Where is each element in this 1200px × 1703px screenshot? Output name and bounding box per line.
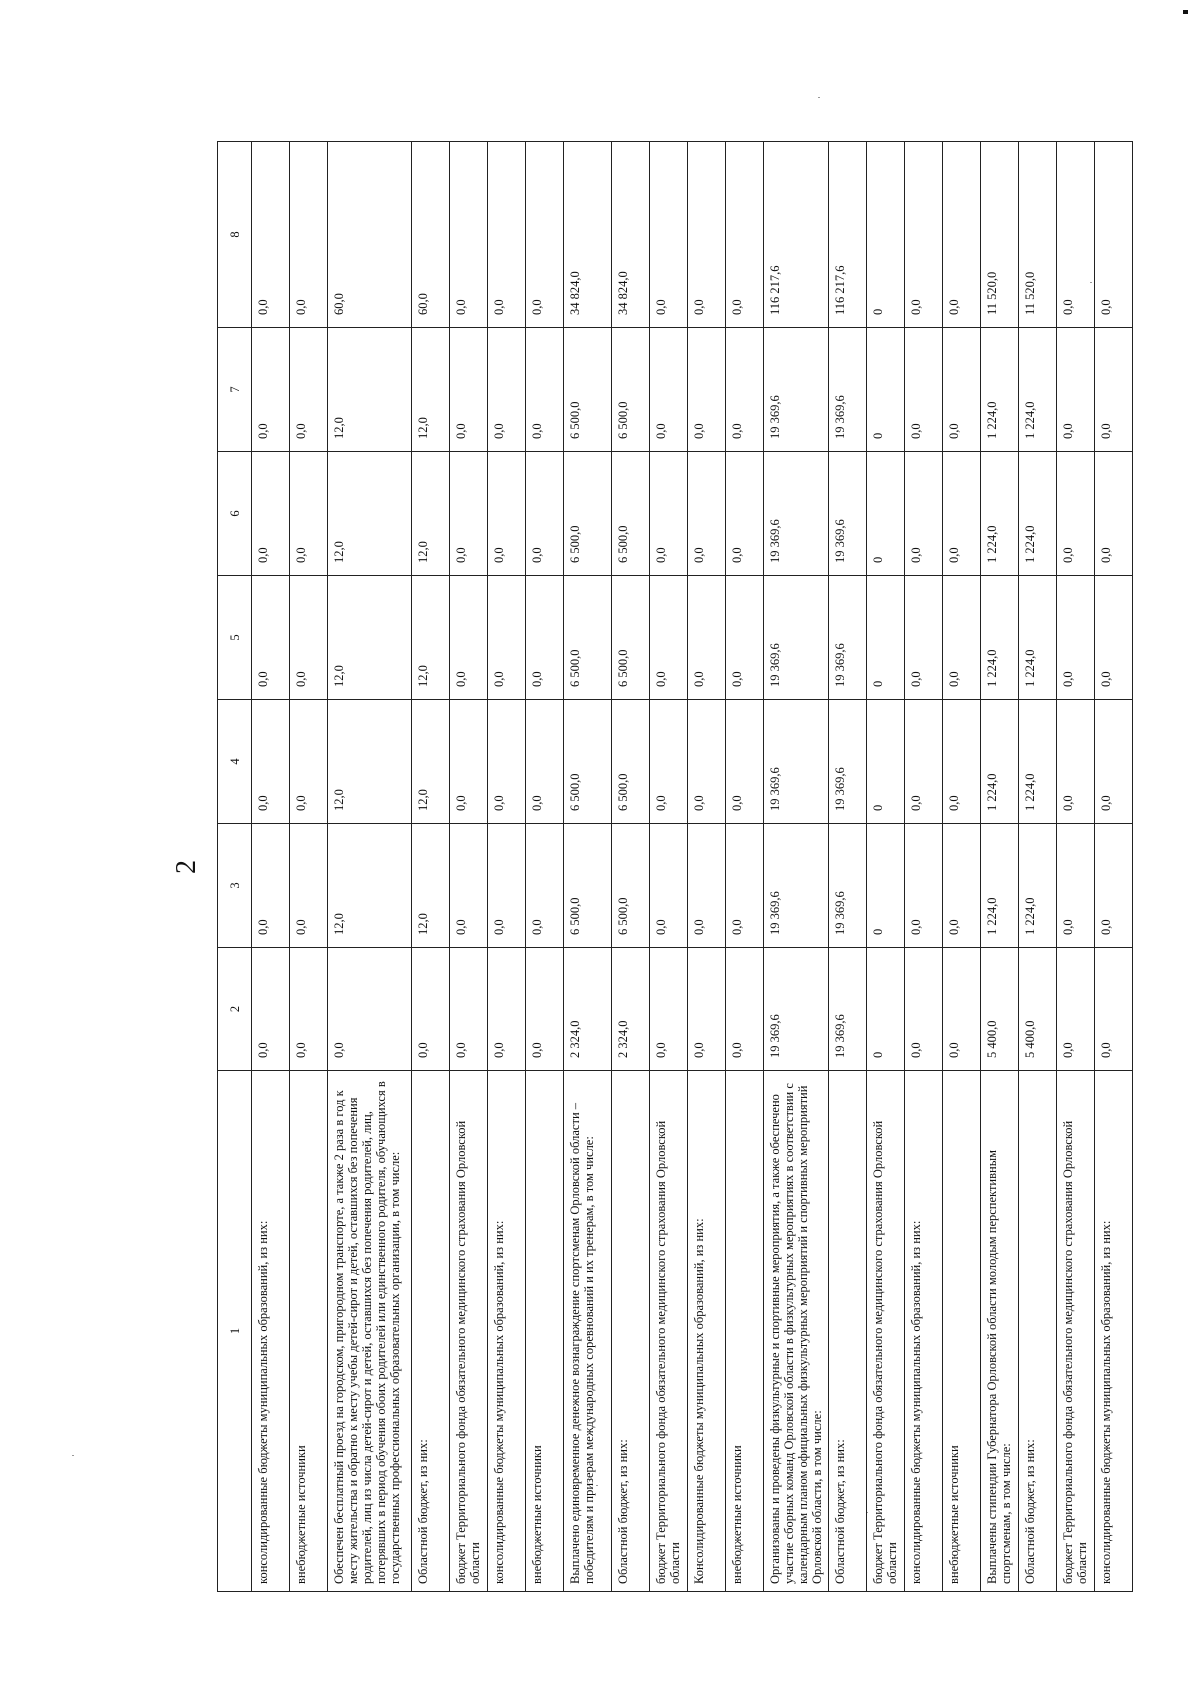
value-cell-col-3: 0,0 (526, 824, 564, 948)
row-label: внебюджетные источники (726, 1071, 764, 1592)
value-cell-col-2: 0,0 (688, 948, 726, 1071)
value-cell-col-5: 12,0 (412, 576, 450, 700)
value-cell-col-7: 0,0 (688, 328, 726, 452)
table-row (829, 142, 867, 1592)
value-cell-col-8: 60,0 (328, 142, 412, 328)
value-cell-col-5: 12,0 (328, 576, 412, 700)
value-cell-col-3: 12,0 (328, 824, 412, 948)
value-cell-col-5: 19 369,6 (829, 576, 867, 700)
value-cell-col-3: 1 224,0 (1019, 824, 1057, 948)
value-cell-col-6: 0,0 (488, 452, 526, 576)
rotated-landscape-page (162, 142, 1113, 1592)
value-cell-col-8: 0,0 (488, 142, 526, 328)
value-cell-col-5: 19 369,6 (764, 576, 829, 700)
row-label: бюджет Территориального фонда обязательного медицинского страхования Орловской области (450, 1071, 488, 1592)
value-cell-col-2: 0,0 (450, 948, 488, 1071)
value-cell-col-4: 1 224,0 (981, 700, 1019, 824)
value-cell-col-4: 0,0 (943, 700, 981, 824)
value-cell-col-8: 60,0 (412, 142, 450, 328)
row-label: Обеспечен бесплатный проезд на городском, пригородном транспорте, а также 2 раза в год к месту жительства и обратно к месту учебы детей-сирот и детей, оставшихся без попечения родителей, лиц из числа детей-сирот и детей, оставшихся без попечения родителей, лиц, потерявших в период обучения обоих родителей или единственного родителя, обучающихся в государственных профессиональных образовательных организации, в том числе: (328, 1071, 412, 1592)
value-cell-col-5: 0,0 (1057, 576, 1095, 700)
value-cell-col-3: 19 369,6 (764, 824, 829, 948)
row-label: Областной бюджет, из них: (1019, 1071, 1057, 1592)
value-cell-col-2: 0,0 (726, 948, 764, 1071)
value-cell-col-7: 0,0 (526, 328, 564, 452)
value-cell-col-6: 0,0 (526, 452, 564, 576)
value-cell-col-4: 0,0 (488, 700, 526, 824)
value-cell-col-8: 11 520,0 (981, 142, 1019, 328)
value-cell-col-2: 0,0 (943, 948, 981, 1071)
row-label: консолидированные бюджеты муниципальных образований, из них: (905, 1071, 943, 1592)
value-cell-col-8: 0,0 (1057, 142, 1095, 328)
value-cell-col-7: 0,0 (943, 328, 981, 452)
value-cell-col-7: 19 369,6 (829, 328, 867, 452)
value-cell-col-3: 1 224,0 (981, 824, 1019, 948)
value-cell-col-4: 0,0 (290, 700, 328, 824)
value-cell-col-4: 1 224,0 (1019, 700, 1057, 824)
row-label: Выплачено единовременное денежное вознаграждение спортсменам Орловской области – победителям и призерам международных соревнований и их тренерам, в том числе: (564, 1071, 612, 1592)
value-cell-col-3: 0,0 (726, 824, 764, 948)
value-cell-col-5: 0,0 (943, 576, 981, 700)
value-cell-col-5: 1 224,0 (981, 576, 1019, 700)
value-cell-col-2: 5 400,0 (981, 948, 1019, 1071)
value-cell-col-8: 116 217,6 (764, 142, 829, 328)
row-label: Областной бюджет, из них: (412, 1071, 450, 1592)
value-cell-col-2: 2 324,0 (612, 948, 650, 1071)
value-cell-col-7: 6 500,0 (564, 328, 612, 452)
value-cell-col-8: 0 (867, 142, 905, 328)
row-label: консолидированные бюджеты муниципальных образований, из них: (252, 1071, 290, 1592)
value-cell-col-3: 0,0 (488, 824, 526, 948)
value-cell-col-6: 6 500,0 (612, 452, 650, 576)
value-cell-col-6: 0,0 (1095, 452, 1133, 576)
row-label: консолидированные бюджеты муниципальных образований, из них: (1095, 1071, 1133, 1592)
value-cell-col-4: 0,0 (252, 700, 290, 824)
value-cell-col-6: 12,0 (328, 452, 412, 576)
value-cell-col-5: 6 500,0 (564, 576, 612, 700)
table-row (981, 142, 1019, 1592)
value-cell-col-6: 1 224,0 (1019, 452, 1057, 576)
value-cell-col-8: 0,0 (688, 142, 726, 328)
table-row (290, 142, 328, 1592)
value-cell-col-6: 1 224,0 (981, 452, 1019, 576)
value-cell-col-2: 0,0 (905, 948, 943, 1071)
value-cell-col-4: 0,0 (1095, 700, 1133, 824)
column-header-1: 1 (218, 1071, 252, 1592)
value-cell-col-8: 34 824,0 (564, 142, 612, 328)
value-cell-col-5: 0,0 (650, 576, 688, 700)
value-cell-col-3: 12,0 (412, 824, 450, 948)
table-row (526, 142, 564, 1592)
value-cell-col-3: 0,0 (1057, 824, 1095, 948)
table-body (252, 142, 1133, 1592)
value-cell-col-3: 0,0 (1095, 824, 1133, 948)
value-cell-col-4: 6 500,0 (564, 700, 612, 824)
value-cell-col-5: 0,0 (1095, 576, 1133, 700)
value-cell-col-6: 19 369,6 (829, 452, 867, 576)
value-cell-col-2: 0,0 (1057, 948, 1095, 1071)
value-cell-col-8: 0,0 (905, 142, 943, 328)
value-cell-col-4: 0 (867, 700, 905, 824)
table-row (328, 142, 412, 1592)
value-cell-col-7: 0,0 (1095, 328, 1133, 452)
row-label: внебюджетные источники (290, 1071, 328, 1592)
row-label: Консолидированные бюджеты муниципальных образований, из них: (688, 1071, 726, 1592)
value-cell-col-8: 0,0 (943, 142, 981, 328)
value-cell-col-7: 0,0 (905, 328, 943, 452)
table-row (764, 142, 829, 1592)
value-cell-col-4: 19 369,6 (829, 700, 867, 824)
value-cell-col-3: 0,0 (943, 824, 981, 948)
value-cell-col-6: 0,0 (252, 452, 290, 576)
value-cell-col-3: 6 500,0 (564, 824, 612, 948)
value-cell-col-4: 12,0 (328, 700, 412, 824)
value-cell-col-3: 0,0 (252, 824, 290, 948)
value-cell-col-4: 0,0 (726, 700, 764, 824)
row-label: Выплачены стипендии Губернатора Орловской области молодым перспективным спортсменам, в том числе: (981, 1071, 1019, 1592)
value-cell-col-6: 0,0 (688, 452, 726, 576)
value-cell-col-6: 12,0 (412, 452, 450, 576)
value-cell-col-2: 0,0 (252, 948, 290, 1071)
value-cell-col-4: 6 500,0 (612, 700, 650, 824)
value-cell-col-2: 5 400,0 (1019, 948, 1057, 1071)
scan-speck (72, 1455, 74, 1456)
value-cell-col-6: 0,0 (450, 452, 488, 576)
value-cell-col-8: 0,0 (450, 142, 488, 328)
row-label: внебюджетные источники (943, 1071, 981, 1592)
table-header-row (218, 142, 252, 1592)
row-label: бюджет Территориального фонда обязательного медицинского страхования Орловской области (1057, 1071, 1095, 1592)
value-cell-col-8: 116 217,6 (829, 142, 867, 328)
value-cell-col-6: 19 369,6 (764, 452, 829, 576)
value-cell-col-6: 0,0 (650, 452, 688, 576)
row-label: внебюджетные источники (526, 1071, 564, 1592)
value-cell-col-7: 0,0 (450, 328, 488, 452)
value-cell-col-2: 0,0 (290, 948, 328, 1071)
value-cell-col-8: 0,0 (650, 142, 688, 328)
value-cell-col-7: 0,0 (726, 328, 764, 452)
column-header-8: 8 (218, 142, 252, 328)
value-cell-col-3: 0 (867, 824, 905, 948)
value-cell-col-5: 0,0 (905, 576, 943, 700)
table-row (867, 142, 905, 1592)
table-row (905, 142, 943, 1592)
value-cell-col-5: 0,0 (726, 576, 764, 700)
value-cell-col-4: 0,0 (905, 700, 943, 824)
value-cell-col-7: 0,0 (252, 328, 290, 452)
row-label: Областной бюджет, из них: (612, 1071, 650, 1592)
value-cell-col-5: 0 (867, 576, 905, 700)
value-cell-col-7: 0,0 (290, 328, 328, 452)
table-row (688, 142, 726, 1592)
row-label: бюджет Территориального фонда обязательного медицинского страхования Орловской области (650, 1071, 688, 1592)
value-cell-col-2: 19 369,6 (764, 948, 829, 1071)
value-cell-col-6: 6 500,0 (564, 452, 612, 576)
value-cell-col-8: 0,0 (726, 142, 764, 328)
value-cell-col-3: 0,0 (688, 824, 726, 948)
table-row (564, 142, 612, 1592)
value-cell-col-8: 0,0 (290, 142, 328, 328)
table-row (612, 142, 650, 1592)
column-header-6: 6 (218, 452, 252, 576)
value-cell-col-2: 19 369,6 (829, 948, 867, 1071)
value-cell-col-5: 0,0 (252, 576, 290, 700)
value-cell-col-6: 0,0 (905, 452, 943, 576)
value-cell-col-2: 0,0 (412, 948, 450, 1071)
table-row (488, 142, 526, 1592)
value-cell-col-7: 0 (867, 328, 905, 452)
value-cell-col-4: 12,0 (412, 700, 450, 824)
table-row (1057, 142, 1095, 1592)
value-cell-col-6: 0,0 (1057, 452, 1095, 576)
value-cell-col-6: 0 (867, 452, 905, 576)
value-cell-col-2: 2 324,0 (564, 948, 612, 1071)
value-cell-col-7: 12,0 (412, 328, 450, 452)
value-cell-col-3: 0,0 (650, 824, 688, 948)
value-cell-col-7: 0,0 (488, 328, 526, 452)
value-cell-col-6: 0,0 (290, 452, 328, 576)
value-cell-col-2: 0,0 (488, 948, 526, 1071)
value-cell-col-3: 6 500,0 (612, 824, 650, 948)
table-row (726, 142, 764, 1592)
column-header-3: 3 (218, 824, 252, 948)
table-row (1095, 142, 1133, 1592)
table-row (450, 142, 488, 1592)
row-label: Областной бюджет, из них: (829, 1071, 867, 1592)
budget-table (217, 141, 1133, 1592)
column-header-2: 2 (218, 948, 252, 1071)
page-number: 2 (171, 860, 202, 874)
value-cell-col-3: 19 369,6 (829, 824, 867, 948)
value-cell-col-4: 0,0 (688, 700, 726, 824)
value-cell-col-3: 0,0 (290, 824, 328, 948)
value-cell-col-6: 0,0 (726, 452, 764, 576)
table-row (412, 142, 450, 1592)
value-cell-col-3: 0,0 (450, 824, 488, 948)
column-header-4: 4 (218, 700, 252, 824)
value-cell-col-5: 0,0 (450, 576, 488, 700)
value-cell-col-5: 0,0 (526, 576, 564, 700)
table-row (650, 142, 688, 1592)
value-cell-col-7: 0,0 (650, 328, 688, 452)
value-cell-col-4: 0,0 (450, 700, 488, 824)
value-cell-col-2: 0,0 (526, 948, 564, 1071)
value-cell-col-8: 0,0 (526, 142, 564, 328)
column-header-5: 5 (218, 576, 252, 700)
value-cell-col-4: 19 369,6 (764, 700, 829, 824)
value-cell-col-7: 1 224,0 (981, 328, 1019, 452)
value-cell-col-5: 1 224,0 (1019, 576, 1057, 700)
scan-speck (818, 97, 820, 98)
value-cell-col-2: 0,0 (1095, 948, 1133, 1071)
value-cell-col-8: 0,0 (1095, 142, 1133, 328)
table-row (1019, 142, 1057, 1592)
value-cell-col-5: 0,0 (488, 576, 526, 700)
value-cell-col-3: 0,0 (905, 824, 943, 948)
value-cell-col-8: 0,0 (252, 142, 290, 328)
row-label: Организованы и проведены физкультурные и спортивные мероприятия, а также обеспечено участие сборных команд Орловской области в физкультурных мероприятиях в соответствии с календарным планом официальных физкультурных мероприятий и спортивных мероприятий Орловской области, в том числе: (764, 1071, 829, 1592)
row-label: бюджет Территориального фонда обязательного медицинского страхования Орловской области (867, 1071, 905, 1592)
value-cell-col-2: 0,0 (328, 948, 412, 1071)
value-cell-col-5: 6 500,0 (612, 576, 650, 700)
value-cell-col-7: 1 224,0 (1019, 328, 1057, 452)
value-cell-col-7: 0,0 (1057, 328, 1095, 452)
scan-edge-mark (1183, 10, 1188, 14)
row-label: консолидированные бюджеты муниципальных образований, из них: (488, 1071, 526, 1592)
value-cell-col-4: 0,0 (1057, 700, 1095, 824)
value-cell-col-2: 0,0 (650, 948, 688, 1071)
value-cell-col-4: 0,0 (526, 700, 564, 824)
value-cell-col-6: 0,0 (943, 452, 981, 576)
table-row (252, 142, 290, 1592)
column-header-7: 7 (218, 328, 252, 452)
value-cell-col-4: 0,0 (650, 700, 688, 824)
value-cell-col-8: 34 824,0 (612, 142, 650, 328)
value-cell-col-7: 12,0 (328, 328, 412, 452)
value-cell-col-8: 11 520,0 (1019, 142, 1057, 328)
value-cell-col-7: 6 500,0 (612, 328, 650, 452)
table-row (943, 142, 981, 1592)
value-cell-col-5: 0,0 (290, 576, 328, 700)
value-cell-col-2: 0 (867, 948, 905, 1071)
value-cell-col-7: 19 369,6 (764, 328, 829, 452)
value-cell-col-5: 0,0 (688, 576, 726, 700)
